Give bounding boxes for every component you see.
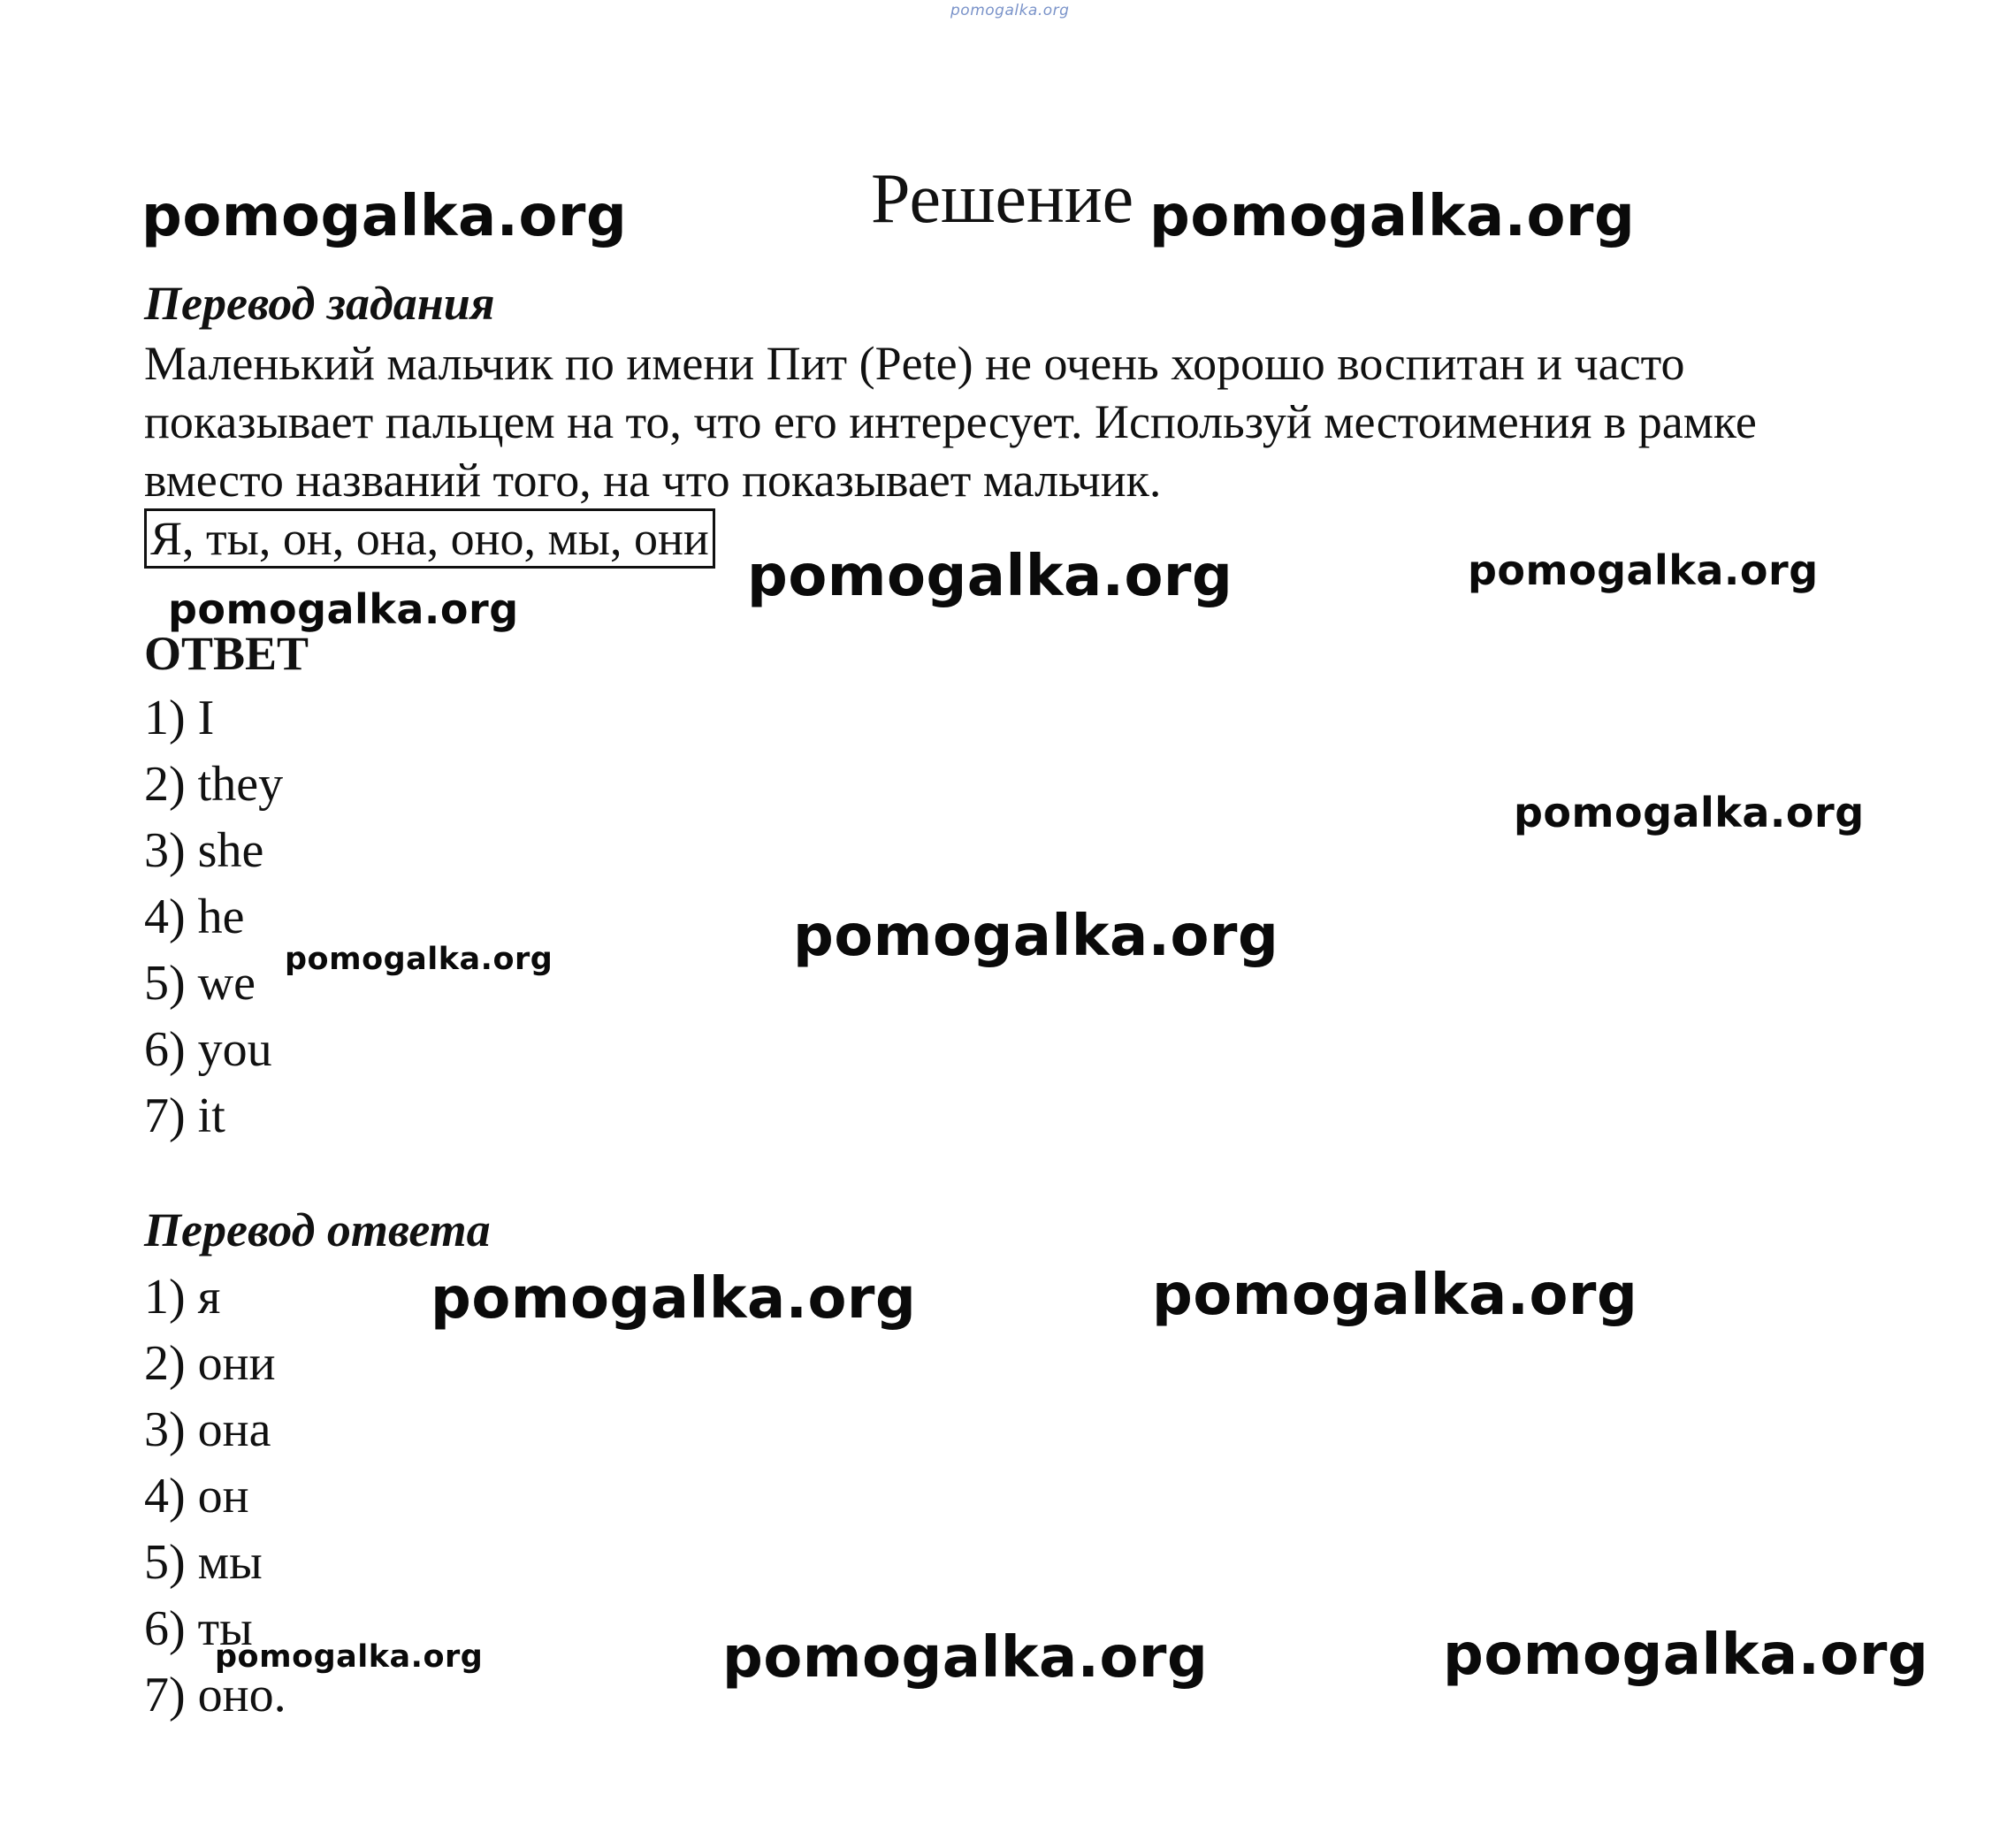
list-item: 7) оно. (144, 1668, 286, 1722)
watermark: pomogalka.org (747, 544, 1233, 609)
list-item: 6) ты (144, 1601, 253, 1656)
watermark: pomogalka.org (1149, 184, 1636, 249)
list-item: 1) я (144, 1270, 221, 1325)
list-item: 3) she (144, 823, 264, 878)
answer-list (144, 685, 283, 1149)
watermark: pomogalka.org (285, 942, 553, 977)
watermark: pomogalka.org (793, 904, 1279, 969)
watermark: pomogalka.org (215, 1639, 484, 1675)
list-item: 4) he (144, 890, 245, 944)
watermark: pomogalka.org (168, 585, 519, 633)
watermark: pomogalka.org (431, 1266, 917, 1332)
list-item: 3) она (144, 1402, 271, 1457)
list-item: 5) we (144, 956, 256, 1011)
watermark: pomogalka.org (1468, 546, 1819, 594)
list-item: 2) they (144, 757, 284, 812)
pronoun-box: Я, ты, он, она, оно, мы, они (144, 508, 715, 569)
header-watermark: pomogalka.org (950, 2, 1070, 19)
list-item: 4) он (144, 1469, 249, 1523)
watermark: pomogalka.org (1443, 1623, 1929, 1688)
watermark: pomogalka.org (1514, 789, 1865, 836)
list-item: 6) you (144, 1022, 272, 1077)
list-item: 1) I (144, 691, 215, 745)
watermark: pomogalka.org (722, 1625, 1209, 1691)
page-title: Решение (871, 160, 1134, 238)
answer-heading: ОТВЕТ (144, 627, 309, 680)
task-text: Маленький мальчик по имени Пит (Pete) не очень хорошо воспитан и часто показывает пальцем на то, что его интересует. Используй местоимения в рамке вместо названий того, на что показывает мальчик. (144, 337, 1757, 507)
watermark: pomogalka.org (1152, 1263, 1638, 1328)
list-item: 2) они (144, 1336, 276, 1391)
list-item: 5) мы (144, 1535, 263, 1590)
list-item: 7) it (144, 1088, 225, 1143)
watermark: pomogalka.org (141, 184, 628, 249)
translation-heading: Перевод ответа (144, 1203, 491, 1256)
task-heading: Перевод задания (144, 277, 495, 330)
